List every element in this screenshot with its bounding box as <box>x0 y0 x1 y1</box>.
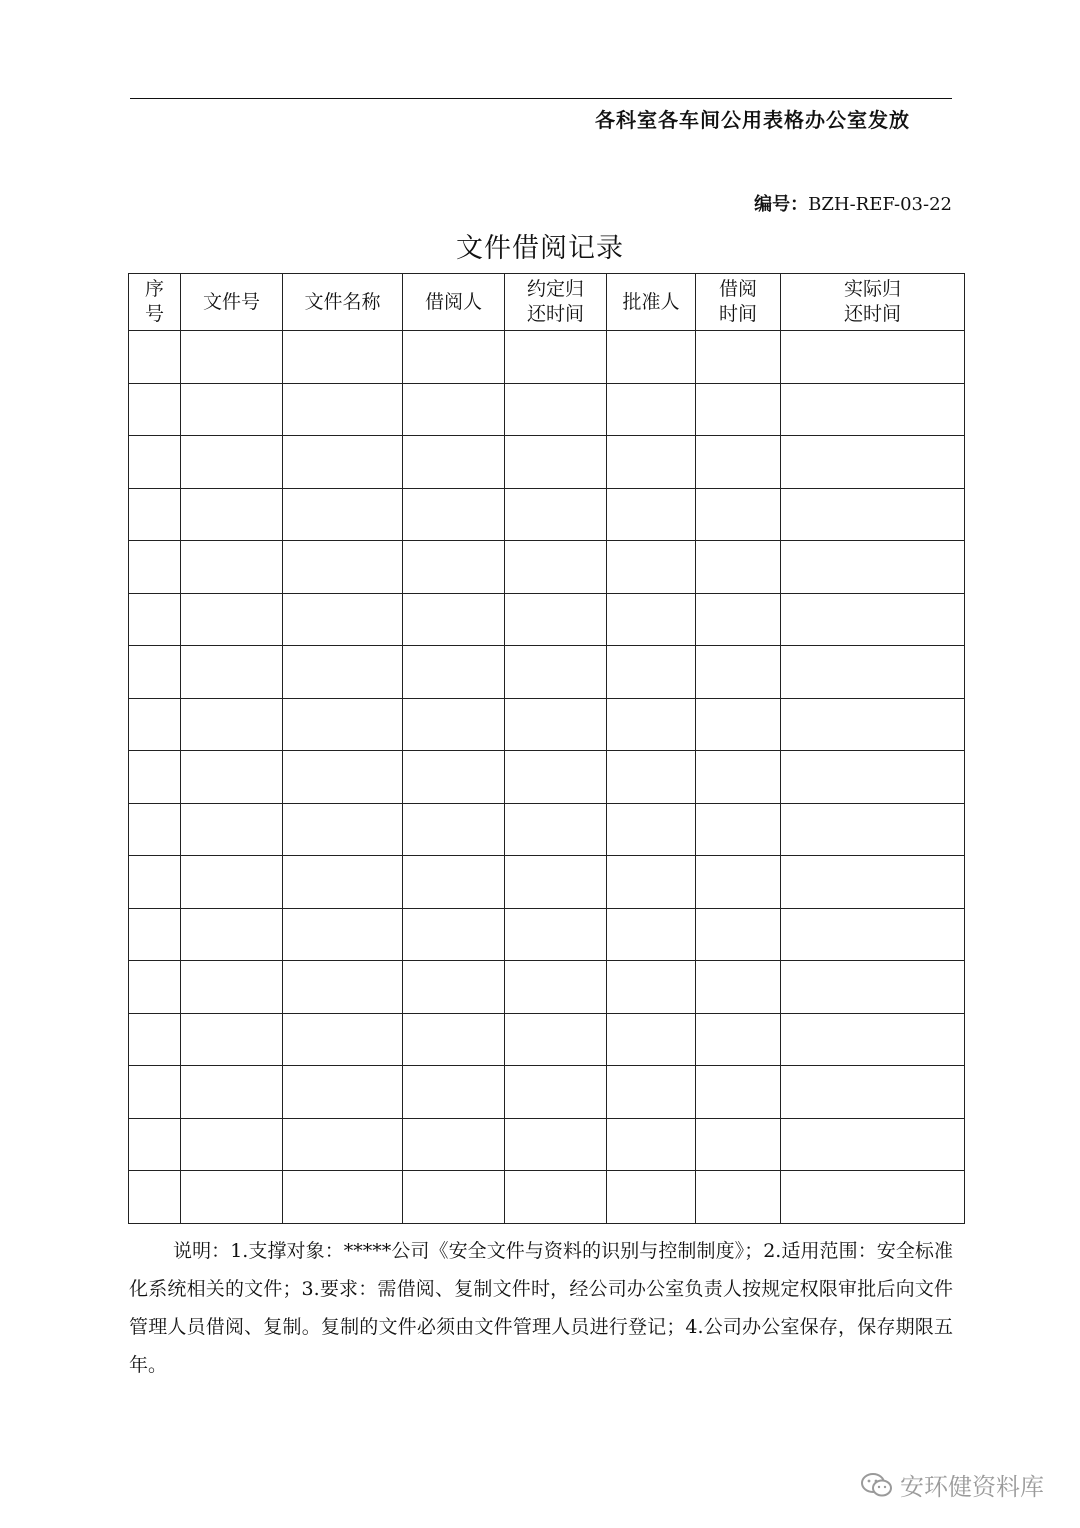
table-cell[interactable] <box>781 803 965 856</box>
column-header-line: 序 <box>144 278 164 300</box>
table-cell[interactable] <box>129 436 181 489</box>
table-cell[interactable] <box>129 856 181 909</box>
table-cell[interactable] <box>696 436 781 489</box>
table-cell[interactable] <box>403 436 505 489</box>
table-cell[interactable] <box>781 436 965 489</box>
column-header-line: 批准人 <box>622 290 680 313</box>
table-row <box>129 698 965 751</box>
table-cell[interactable] <box>781 383 965 436</box>
table-cell[interactable] <box>129 1013 181 1066</box>
table-cell[interactable] <box>129 1171 181 1224</box>
table-cell[interactable] <box>696 698 781 751</box>
table-row <box>129 1066 965 1119</box>
table-cell[interactable] <box>607 1066 696 1119</box>
table-row <box>129 488 965 541</box>
table-cell[interactable] <box>129 698 181 751</box>
table-cell[interactable] <box>505 1118 607 1171</box>
wechat-icon <box>860 1472 894 1498</box>
table-cell[interactable] <box>781 488 965 541</box>
column-header-line: 实际归 <box>843 278 901 300</box>
table-row <box>129 1171 965 1224</box>
table-cell[interactable] <box>696 1066 781 1119</box>
table-row <box>129 383 965 436</box>
column-header-line: 还时间 <box>843 303 901 325</box>
table-cell[interactable] <box>607 541 696 594</box>
table-cell[interactable] <box>696 331 781 384</box>
table-row <box>129 908 965 961</box>
table-cell[interactable] <box>129 488 181 541</box>
table-cell[interactable] <box>696 383 781 436</box>
table-cell[interactable] <box>607 383 696 436</box>
table-row <box>129 751 965 804</box>
column-header-line: 借阅人 <box>424 290 482 313</box>
table-cell[interactable] <box>781 1171 965 1224</box>
table-cell[interactable] <box>283 593 403 646</box>
watermark-text: 安环健资料库 <box>900 1473 1044 1501</box>
column-header-file-number <box>181 274 283 331</box>
table-cell[interactable] <box>181 803 283 856</box>
table-cell[interactable] <box>129 1066 181 1119</box>
document-code <box>754 190 952 216</box>
table-cell[interactable] <box>283 803 403 856</box>
document-code-label: 编号： <box>754 194 809 215</box>
table-cell[interactable] <box>696 908 781 961</box>
table-cell[interactable] <box>129 1118 181 1171</box>
table-cell[interactable] <box>696 751 781 804</box>
table-cell[interactable] <box>283 1171 403 1224</box>
table-cell[interactable] <box>607 1118 696 1171</box>
table-cell[interactable] <box>283 541 403 594</box>
table-cell[interactable] <box>607 961 696 1014</box>
column-header-file-name <box>283 274 403 331</box>
table-cell[interactable] <box>283 1013 403 1066</box>
instructions-note: 说明：1.支撑对象：*****公司《安全文件与资料的识别与控制制度》；2.适用范围：安全标准化系统相关的文件；3.要求：需借阅、复制文件时，经公司办公室负责人按规定权限审批后向文件管理人员借阅、复制。复制的文件必须由文件管理人员进行登记；4.公司办公室保存，保存期限五年。 <box>129 1240 953 1376</box>
column-header-approver <box>607 274 696 331</box>
column-header-borrower <box>403 274 505 331</box>
table-cell[interactable] <box>696 803 781 856</box>
table-cell[interactable] <box>403 856 505 909</box>
table-body <box>129 331 965 1224</box>
table-cell[interactable] <box>505 1171 607 1224</box>
table-cell[interactable] <box>403 331 505 384</box>
table-cell[interactable] <box>181 488 283 541</box>
table-cell[interactable] <box>607 908 696 961</box>
table-cell[interactable] <box>283 331 403 384</box>
table-cell[interactable] <box>607 593 696 646</box>
table-cell[interactable] <box>403 383 505 436</box>
column-header-line: 约定归 <box>526 278 584 300</box>
table-cell[interactable] <box>181 1013 283 1066</box>
table-row <box>129 961 965 1014</box>
table-row <box>129 1118 965 1171</box>
table-row <box>129 856 965 909</box>
table-cell[interactable] <box>283 383 403 436</box>
table-cell[interactable] <box>505 856 607 909</box>
table-row <box>129 331 965 384</box>
table-cell[interactable] <box>607 436 696 489</box>
table-header-row <box>129 274 965 331</box>
table-cell[interactable] <box>403 593 505 646</box>
table-cell[interactable] <box>781 856 965 909</box>
column-header-actual-return-time <box>781 274 965 331</box>
table-cell[interactable] <box>181 331 283 384</box>
table-cell[interactable] <box>696 1171 781 1224</box>
header-rule <box>130 98 952 99</box>
table-cell[interactable] <box>781 961 965 1014</box>
table-cell[interactable] <box>505 488 607 541</box>
table-cell[interactable] <box>696 1013 781 1066</box>
table-cell[interactable] <box>505 593 607 646</box>
table-cell[interactable] <box>781 646 965 699</box>
table-cell[interactable] <box>505 908 607 961</box>
table-cell[interactable] <box>607 698 696 751</box>
column-header-line: 号 <box>144 303 164 325</box>
table-cell[interactable] <box>781 1066 965 1119</box>
table-cell[interactable] <box>129 908 181 961</box>
table-cell[interactable] <box>403 1066 505 1119</box>
table-cell[interactable] <box>607 646 696 699</box>
watermark <box>860 1467 1044 1502</box>
table-cell[interactable] <box>403 1013 505 1066</box>
table-cell[interactable] <box>505 541 607 594</box>
table-cell[interactable] <box>607 856 696 909</box>
table-cell[interactable] <box>781 593 965 646</box>
table-cell[interactable] <box>129 541 181 594</box>
table-cell[interactable] <box>403 541 505 594</box>
table-cell[interactable] <box>181 698 283 751</box>
borrow-record-table <box>128 273 965 1224</box>
document-code-value: BZH-REF-03-22 <box>808 194 952 215</box>
column-header-agreed-return-time <box>505 274 607 331</box>
table-cell[interactable] <box>403 803 505 856</box>
table-cell[interactable] <box>403 908 505 961</box>
table-cell[interactable] <box>403 1118 505 1171</box>
table-cell[interactable] <box>181 751 283 804</box>
table-row <box>129 593 965 646</box>
table-cell[interactable] <box>403 751 505 804</box>
table-row <box>129 803 965 856</box>
table-row <box>129 436 965 489</box>
table-cell[interactable] <box>129 331 181 384</box>
column-header-line: 文件名称 <box>304 290 381 313</box>
table-cell[interactable] <box>781 908 965 961</box>
column-header-borrow-time <box>696 274 781 331</box>
table-cell[interactable] <box>181 908 283 961</box>
table-cell[interactable] <box>607 331 696 384</box>
table-cell[interactable] <box>403 698 505 751</box>
table-cell[interactable] <box>283 1118 403 1171</box>
table-cell[interactable] <box>781 1118 965 1171</box>
table-cell[interactable] <box>283 751 403 804</box>
table-cell[interactable] <box>505 698 607 751</box>
table-cell[interactable] <box>505 1066 607 1119</box>
table-cell[interactable] <box>607 1171 696 1224</box>
table-cell[interactable] <box>283 488 403 541</box>
table-cell[interactable] <box>403 1171 505 1224</box>
table-cell[interactable] <box>283 856 403 909</box>
column-header-seq <box>129 274 181 331</box>
table-cell[interactable] <box>696 488 781 541</box>
table-cell[interactable] <box>607 803 696 856</box>
column-header-line: 还时间 <box>526 303 584 325</box>
table-cell[interactable] <box>607 751 696 804</box>
table-cell[interactable] <box>181 1118 283 1171</box>
table-cell[interactable] <box>129 803 181 856</box>
table-cell[interactable] <box>505 383 607 436</box>
table-cell[interactable] <box>505 331 607 384</box>
table-cell[interactable] <box>403 961 505 1014</box>
table-cell[interactable] <box>696 646 781 699</box>
table-cell[interactable] <box>781 541 965 594</box>
table-cell[interactable] <box>129 751 181 804</box>
table-cell[interactable] <box>181 961 283 1014</box>
table-row <box>129 541 965 594</box>
table-cell[interactable] <box>696 1118 781 1171</box>
table-cell[interactable] <box>505 1013 607 1066</box>
table-row <box>129 646 965 699</box>
table-cell[interactable] <box>505 961 607 1014</box>
table-cell[interactable] <box>505 803 607 856</box>
table-cell[interactable] <box>403 646 505 699</box>
document-title: 文件借阅记录 <box>456 233 624 264</box>
table-cell[interactable] <box>781 751 965 804</box>
table-cell[interactable] <box>181 593 283 646</box>
table-cell[interactable] <box>283 1066 403 1119</box>
table-cell[interactable] <box>505 751 607 804</box>
table-cell[interactable] <box>181 541 283 594</box>
table-cell[interactable] <box>181 646 283 699</box>
table-cell[interactable] <box>181 436 283 489</box>
distribution-note: 各科室各车间公用表格办公室发放 <box>595 108 910 132</box>
table-cell[interactable] <box>283 646 403 699</box>
table-cell[interactable] <box>781 331 965 384</box>
table-cell[interactable] <box>781 698 965 751</box>
table-cell[interactable] <box>181 383 283 436</box>
table-row <box>129 1013 965 1066</box>
table-cell[interactable] <box>607 488 696 541</box>
table-cell[interactable] <box>607 1013 696 1066</box>
table-cell[interactable] <box>129 961 181 1014</box>
table-cell[interactable] <box>181 1066 283 1119</box>
table-cell[interactable] <box>696 961 781 1014</box>
table-cell[interactable] <box>505 436 607 489</box>
table-cell[interactable] <box>129 593 181 646</box>
table-cell[interactable] <box>129 383 181 436</box>
column-header-line: 借阅 <box>718 278 757 300</box>
table-cell[interactable] <box>283 961 403 1014</box>
table-cell[interactable] <box>505 646 607 699</box>
column-header-line: 文件号 <box>202 290 260 313</box>
table-cell[interactable] <box>181 1171 283 1224</box>
table-cell[interactable] <box>283 698 403 751</box>
table-cell[interactable] <box>781 1013 965 1066</box>
table-cell[interactable] <box>696 541 781 594</box>
table-cell[interactable] <box>129 646 181 699</box>
table-cell[interactable] <box>181 856 283 909</box>
table-cell[interactable] <box>696 856 781 909</box>
column-header-line: 时间 <box>718 303 757 325</box>
table-cell[interactable] <box>283 436 403 489</box>
table-cell[interactable] <box>403 488 505 541</box>
table-cell[interactable] <box>696 593 781 646</box>
table-cell[interactable] <box>283 908 403 961</box>
